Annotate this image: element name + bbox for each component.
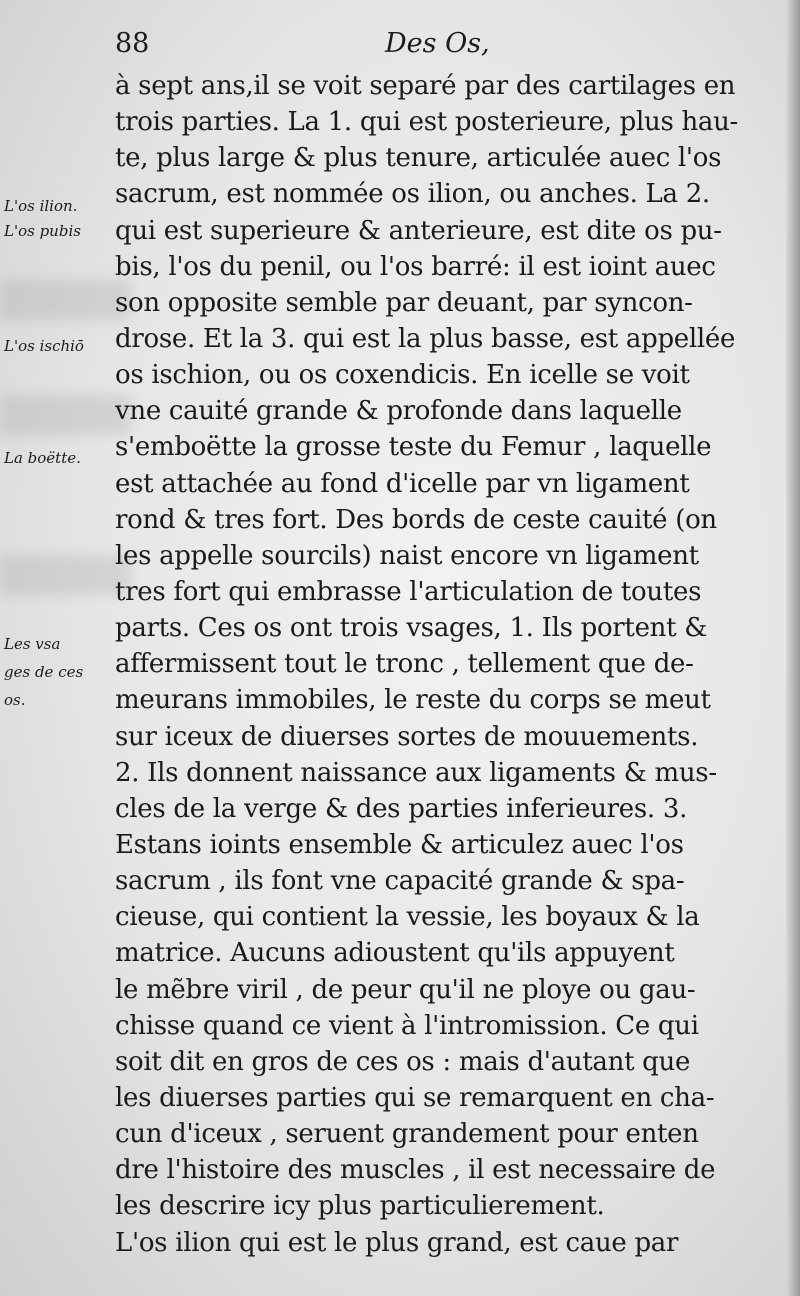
- text-line: rond & tres fort. Des bords de ceste cauité (on: [115, 504, 717, 535]
- text-line: drose. Et la 3. qui est la plus basse, est appellée: [115, 323, 736, 354]
- paper-stain: [0, 280, 130, 320]
- text-line: soit dit en gros de ces os : mais d'autant que: [115, 1046, 691, 1077]
- margin-note-usages: Les vsa: [4, 635, 61, 653]
- text-line: 2. Ils donnent naissance aux ligaments & mus-: [115, 757, 717, 788]
- margin-note-usages: ges de ces: [4, 663, 84, 681]
- text-line: tres fort qui embrasse l'articulation de toutes: [115, 576, 702, 607]
- text-line: son opposite semble par deuant, par syncon-: [115, 287, 693, 318]
- margin-note-os-pubis: L'os pubis: [4, 222, 81, 240]
- text-line: les appelle sourcils) naist encore vn ligament: [115, 540, 699, 571]
- text-line: Estans ioints ensemble & articulez auec l'os: [115, 829, 684, 860]
- text-line: le mẽbre viril , de peur qu'il ne ploye ou gau-: [115, 974, 696, 1005]
- margin-note-usages: os.: [4, 691, 26, 709]
- margin-note-boette: La boëtte.: [4, 449, 81, 467]
- paper-stain: [0, 555, 130, 595]
- text-line: sacrum , ils font vne capacité grande & spa-: [115, 866, 685, 897]
- text-line: te, plus large & plus tenure, articulée auec l'os: [115, 143, 722, 174]
- margin-note-os-ilion: L'os ilion.: [4, 197, 78, 215]
- text-line: affermissent tout le tronc , tellement que de-: [115, 649, 694, 680]
- page-header: [115, 28, 715, 68]
- text-line: chisse quand ce vient à l'intromission. Ce qui: [115, 1010, 699, 1041]
- text-line: cles de la verge & des parties inferieures. 3.: [115, 793, 688, 824]
- text-line: os ischion, ou os coxendicis. En icelle se voit: [115, 360, 690, 391]
- text-line: L'os ilion qui est le plus grand, est caue par: [115, 1227, 679, 1258]
- running-title: Des Os,: [385, 28, 490, 59]
- text-line: est attachée au fond d'icelle par vn ligament: [115, 468, 690, 499]
- text-line: dre l'histoire des muscles , il est necessaire de: [115, 1155, 716, 1186]
- text-line: vne cauité grande & profonde dans laquelle: [115, 396, 682, 427]
- text-line: les descrire icy plus particulierement.: [115, 1191, 605, 1222]
- text-line: qui est superieure & anterieure, est dite os pu-: [115, 215, 722, 246]
- text-line: parts. Ces os ont trois vsages, 1. Ils portent &: [115, 613, 708, 644]
- text-line: sur iceux de diuerses sortes de mouuements.: [115, 721, 699, 752]
- text-line: sacrum, est nommée os ilion, ou anches. La 2.: [115, 179, 710, 210]
- body-text: [115, 68, 747, 1261]
- page-number: 88: [115, 28, 150, 59]
- margin-note-os-ischio: L'os ischiō: [4, 337, 84, 355]
- text-line: matrice. Aucuns adioustent qu'ils appuyent: [115, 938, 675, 969]
- text-line: bis, l'os du penil, ou l'os barré: il est ioint auec: [115, 251, 716, 282]
- text-line: s'emboëtte la grosse teste du Femur , laquelle: [115, 432, 712, 463]
- text-line: à sept ans,il se voit separé par des cartilages en: [115, 71, 736, 101]
- page-edge-shadow: [786, 0, 800, 1296]
- text-line: les diuerses parties qui se remarquent en cha-: [115, 1082, 715, 1113]
- paper-stain: [0, 395, 130, 435]
- text-line: meurans immobiles, le reste du corps se meut: [115, 685, 711, 716]
- text-line: trois parties. La 1. qui est posterieure, plus hau-: [115, 107, 739, 138]
- text-line: cieuse, qui contient la vessie, les boyaux & la: [115, 902, 700, 933]
- text-line: cun d'iceux , seruent grandement pour enten: [115, 1119, 699, 1150]
